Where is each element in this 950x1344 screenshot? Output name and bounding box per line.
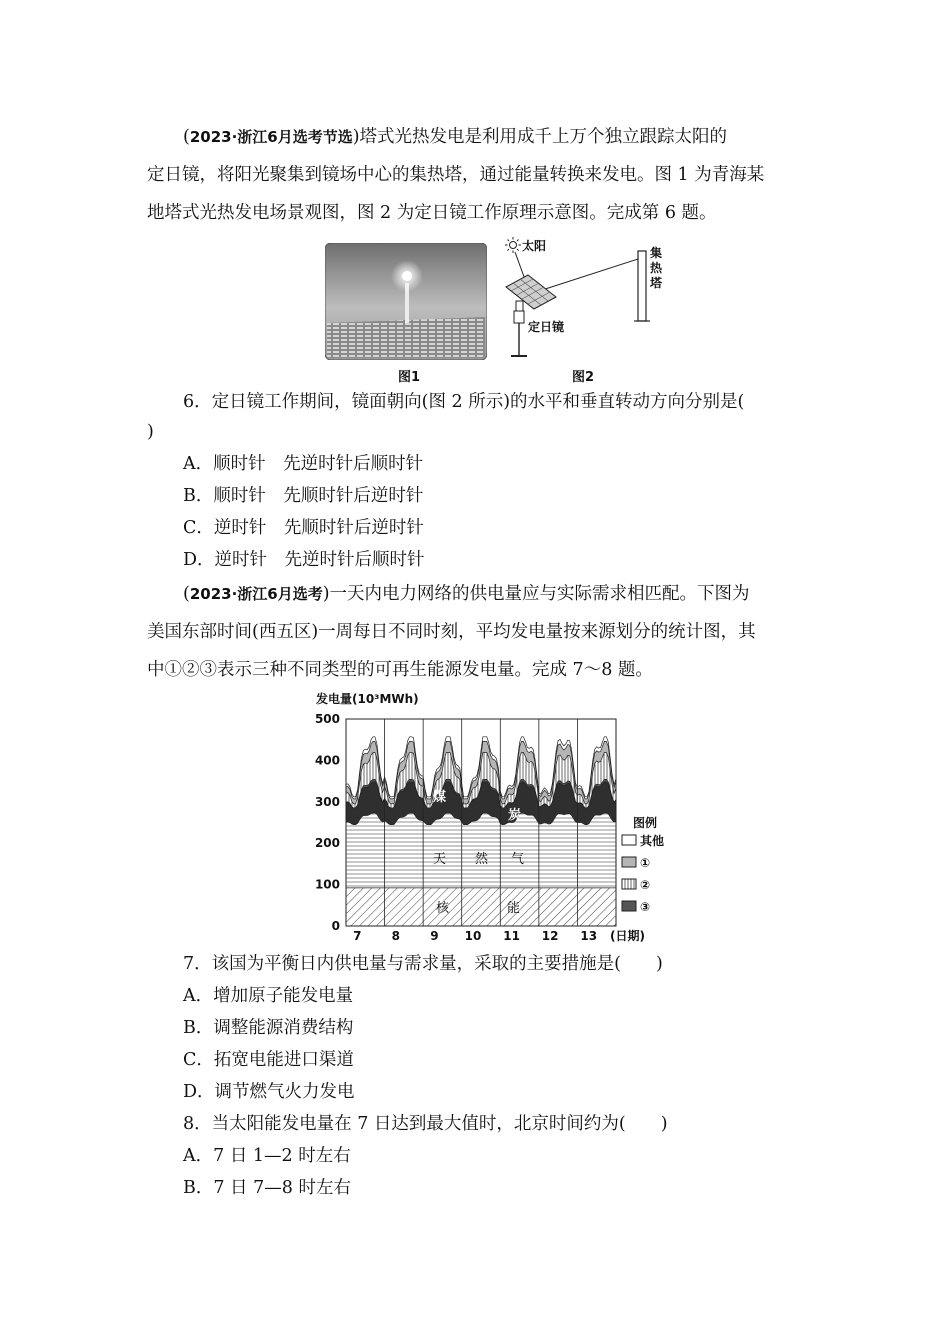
y-tick-label: 200 — [314, 836, 340, 851]
x-tick-label: 8 — [391, 929, 401, 943]
q8-option-b: B．7 日 7—8 时左右 — [183, 1178, 351, 1198]
chart-xlabel: (日期) — [610, 929, 645, 943]
chart-legend — [622, 815, 664, 914]
q6-source: 2023·浙江6月选考节选 — [189, 128, 353, 146]
x-tick-label: 7 — [353, 929, 362, 943]
q6-stem-line1: 6．定日镜工作期间，镜面朝向(图 2 所示)的水平和垂直转动方向分别是( — [183, 392, 745, 412]
mirror-panel — [506, 275, 556, 309]
q6-option-c: C．逆时针 先顺时针后逆时针 — [183, 518, 424, 538]
q6-intro-line3: 地塔式光热发电场景观图，图 2 为定日镜工作原理示意图。完成第 6 题。 — [147, 203, 717, 223]
x-tick-label: 11 — [503, 929, 520, 943]
legend-swatch-2 — [622, 879, 636, 889]
x-tick-label: 12 — [541, 929, 559, 943]
legend-swatch-1 — [622, 857, 636, 867]
chart-label-coal-1: 煤 — [433, 790, 447, 805]
sun-label: 太阳 — [522, 239, 547, 253]
q7-option-a: A．增加原子能发电量 — [183, 986, 354, 1006]
q78-intro-line2: 美国东部时间(西五区)一周每日不同时刻，平均发电量按来源划分的统计图，其 — [147, 622, 756, 642]
power-generation-chart — [300, 688, 690, 950]
y-tick-label: 500 — [314, 712, 340, 726]
q78-intro-line3: 中①②③表示三种不同类型的可再生能源发电量。完成 7～8 题。 — [147, 660, 653, 680]
legend-swatch-other — [622, 835, 636, 845]
q6-option-a: A．顺时针 先逆时针后顺时针 — [183, 454, 424, 474]
mirror-label: 定日镜 — [528, 320, 565, 334]
q7-option-d: D．调节燃气火力发电 — [183, 1082, 355, 1102]
chart-label-gas-1: 天 — [433, 852, 447, 867]
q6-option-b: B．顺时针 先顺时针后逆时针 — [183, 486, 424, 506]
q78-intro-line1: (2023·浙江6月选考)一天内电力网络的供电量应与实际需求相匹配。下图为 — [183, 584, 750, 604]
chart-label-gas-2: 然 — [475, 852, 489, 867]
chart-label-nuclear-2: 能 — [507, 901, 521, 916]
chart-ylabel: 发电量(10³MWh) — [316, 692, 419, 706]
chart-label-nuclear-1: 核 — [436, 901, 450, 916]
tower-label-2: 热 — [650, 261, 663, 275]
q6-intro-line1: (2023·浙江6月选考节选)塔式光热发电是利用成千上万个独立跟踪太阳的 — [183, 127, 728, 147]
x-tick-label: 13 — [580, 929, 598, 943]
legend-label-2: ② — [640, 878, 651, 892]
chart-label-gas-3: 气 — [511, 852, 525, 867]
sun-icon — [505, 237, 521, 253]
legend-label-other: 其他 — [640, 834, 665, 848]
q8-option-a: A．7 日 1—2 时左右 — [183, 1146, 351, 1166]
legend-swatch-3 — [622, 901, 636, 911]
legend-label-3: ③ — [640, 900, 651, 914]
q6-option-d: D．逆时针 先逆时针后顺时针 — [183, 550, 425, 570]
figure-1-photo — [325, 243, 487, 364]
y-tick-label: 0 — [331, 919, 340, 933]
legend-label-1: ① — [640, 856, 651, 870]
chart-y-ticks — [315, 712, 340, 933]
x-tick-label: 10 — [464, 929, 482, 943]
x-tick-label: 9 — [430, 929, 439, 943]
chart-area-layers — [346, 737, 616, 926]
legend-title: 图例 — [633, 816, 658, 830]
figure-1-caption: 图1 — [398, 370, 421, 385]
q6-stem-line2: ) — [147, 422, 154, 442]
area-nuclear — [346, 888, 616, 926]
q7-stem: 7．该国为平衡日内供电量与需求量，采取的主要措施是( ) — [183, 954, 663, 974]
q8-stem: 8．当太阳能发电量在 7 日达到最大值时，北京时间约为( ) — [183, 1114, 668, 1134]
figure-2-caption: 图2 — [572, 370, 595, 385]
chart-label-coal-2: 炭 — [508, 808, 522, 823]
q6-intro-line2: 定日镜，将阳光聚集到镜场中心的集热塔，通过能量转换来发电。图 1 为青海某 — [147, 165, 765, 185]
tower-label-3: 塔 — [650, 276, 663, 290]
y-tick-label: 100 — [314, 877, 340, 892]
q7-option-c: C．拓宽电能进口渠道 — [183, 1050, 354, 1070]
y-tick-label: 300 — [314, 794, 340, 809]
figure-2-diagram — [500, 235, 670, 374]
q7-option-b: B．调整能源消费结构 — [183, 1018, 354, 1038]
tower-label-1: 集 — [650, 246, 663, 260]
q78-source: 2023·浙江6月选考 — [189, 585, 323, 603]
chart-x-ticks — [353, 929, 597, 943]
y-tick-label: 400 — [314, 753, 340, 768]
